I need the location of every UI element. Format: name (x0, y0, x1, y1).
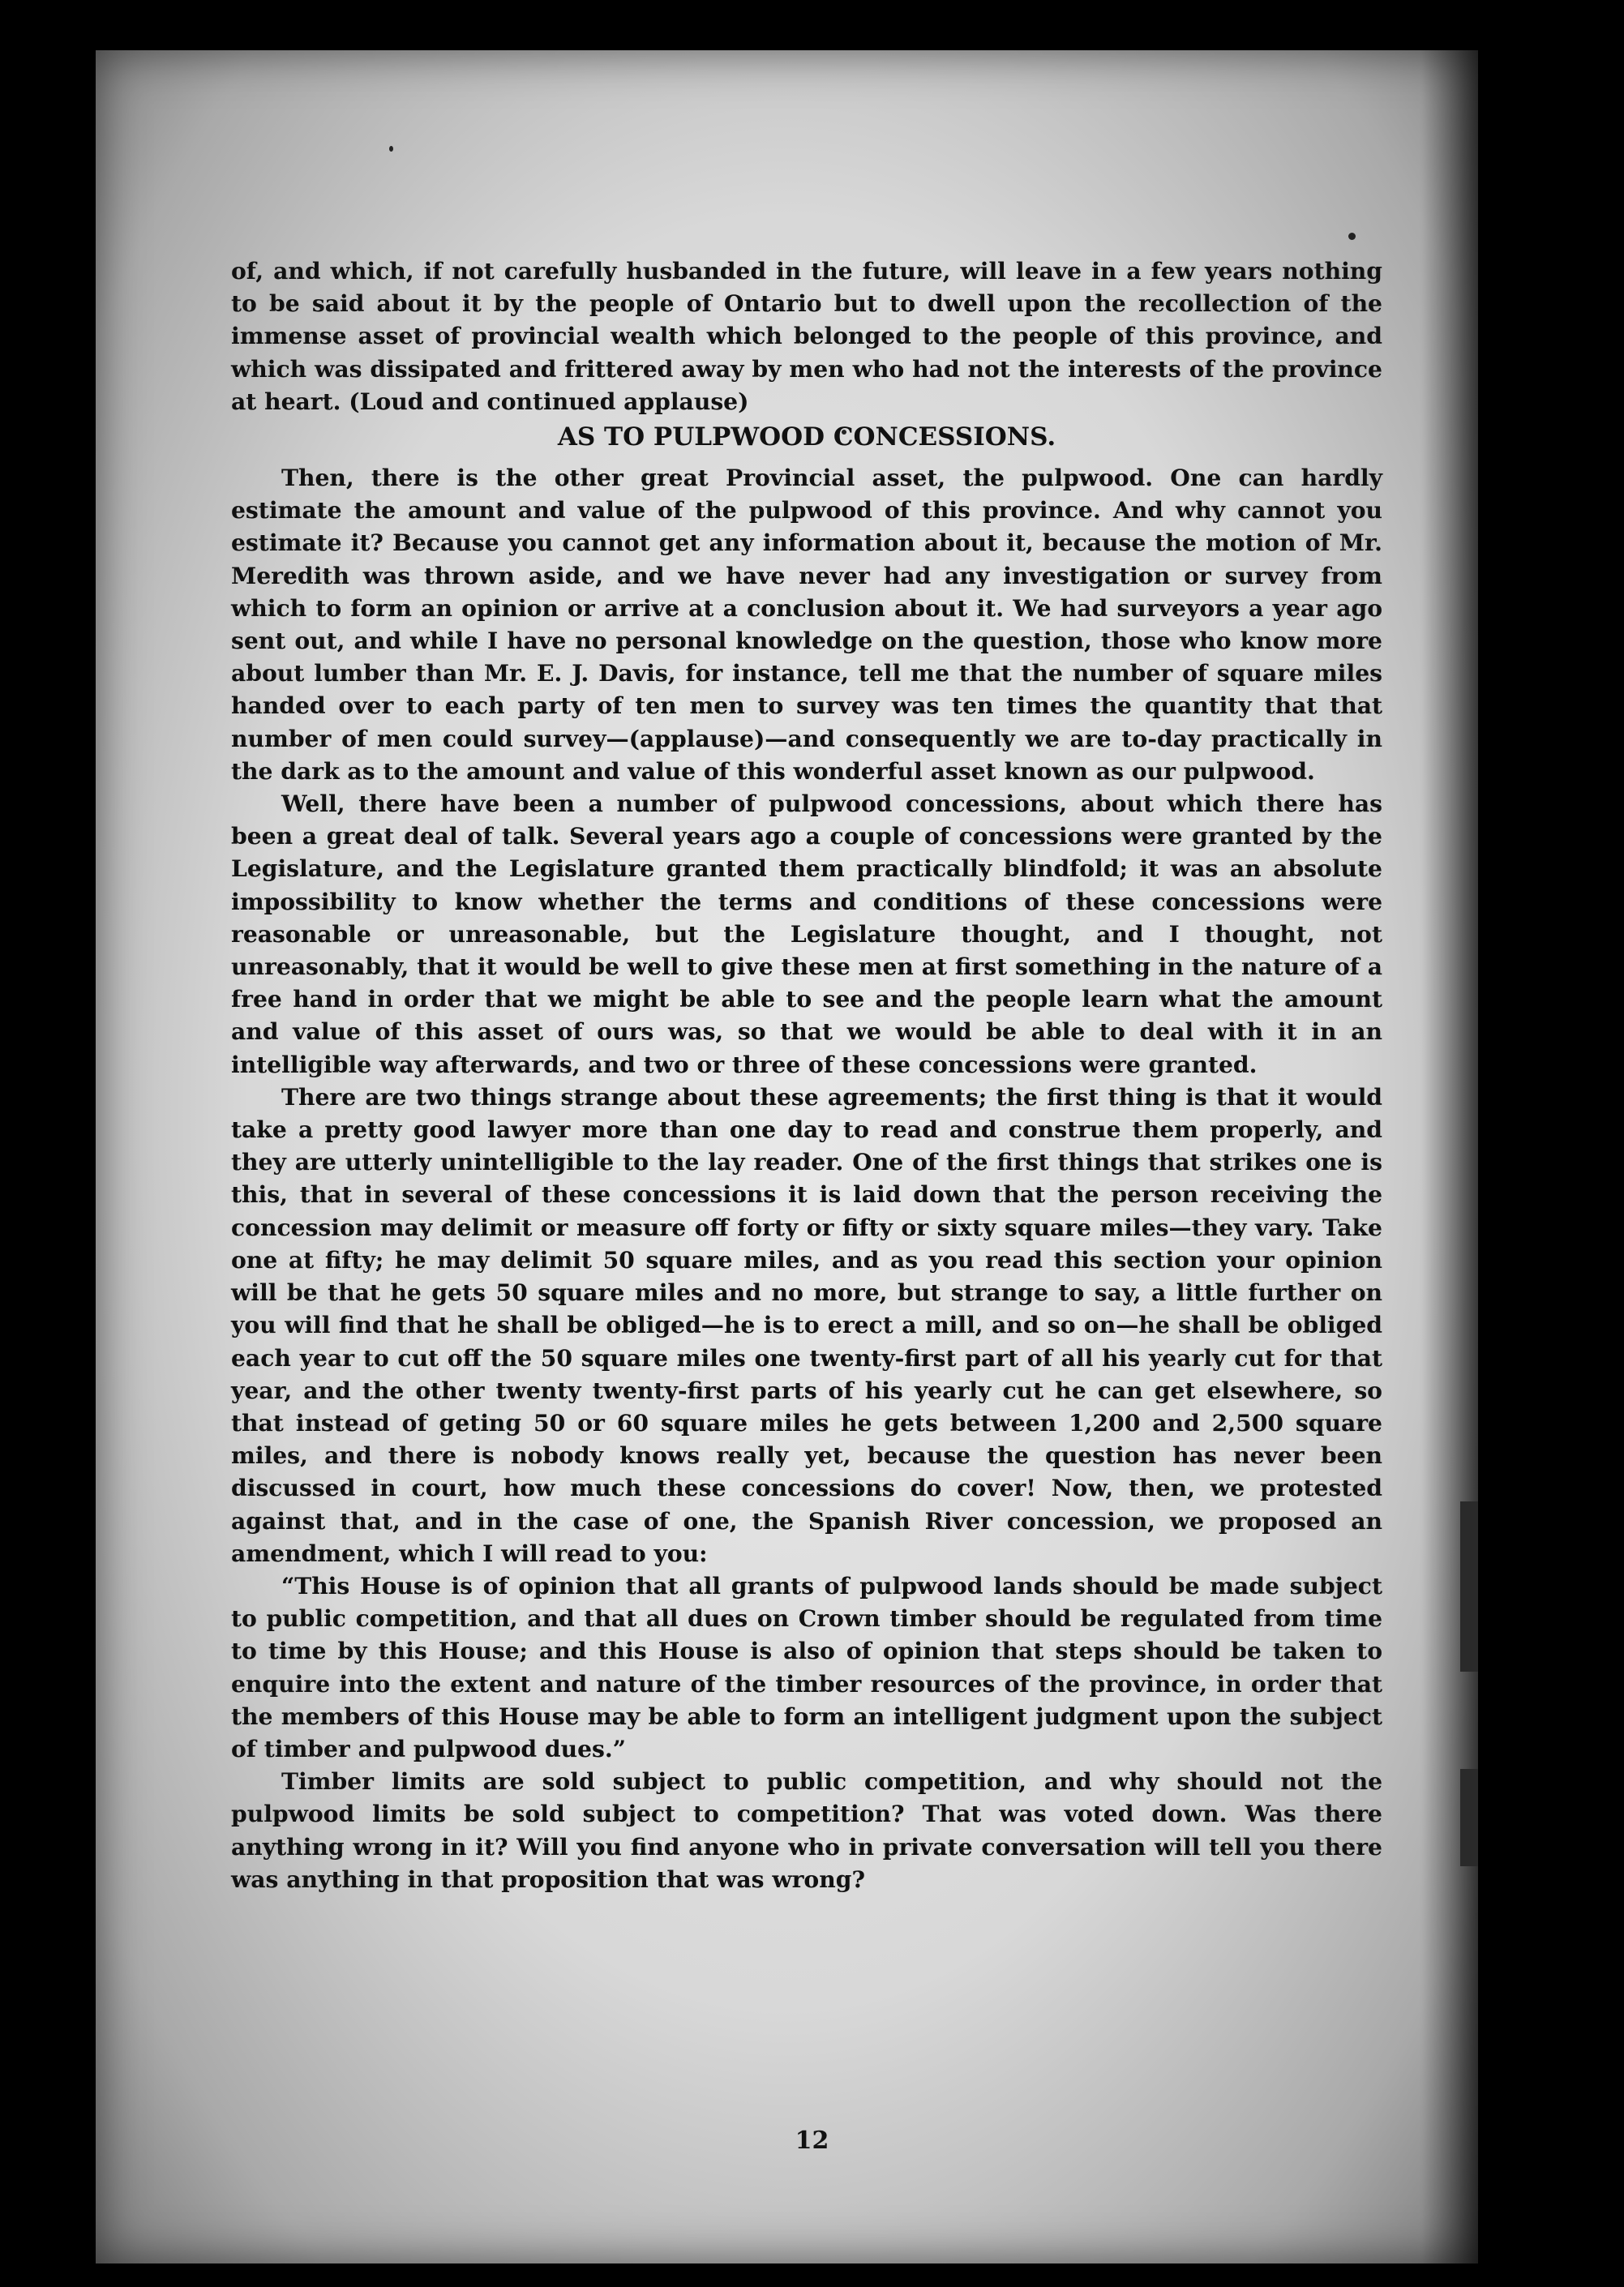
paragraph: Well, there have been a number of pulpwood concessions, about which there has been a great deal of talk. Several years ago a couple of concessions were granted by the Legislature, and the Legislature granted them practically blindfold; it was an absolute impossibility to know whether the terms and conditions of these concessions were reasonable or unreasonable, but the Legislature thought, and I thought, not unreasonably, that it would be well to give these men at first something in the nature of a free hand in order that we might be able to see and the people learn what the amount and value of this asset of ours was, so that we would be able to deal with it in an intelligible way afterwards, and two or three of these concessions were granted. (231, 790, 1382, 1078)
closing-paragraph: Timber limits are sold subject to public competition, and why should not the pulpwood limits be sold subject to competition? That was voted down. Was there anything wrong in it? Will you find anyone who in private conversation will tell you there was anything in that proposition that was wrong? (231, 1768, 1382, 1893)
page-shadow-edge (1421, 50, 1478, 2263)
paragraph: There are two things strange about these agreements; the first thing is that it would take a pretty good lawyer more than one day to read and construe them properly, and they are utterly unintelligible to the lay reader. One of the first things that strikes one is this, that in several of these concessions it is laid down that the person receiving the concession may delimit or measure off forty or fifty or sixty square miles—they vary. Take one at fifty; he may delimit 50 square miles, and as you read this section your opinion will be that he gets 50 square miles and no more, but strange to say, a little further on you will find that he shall be obliged—he is to erect a mill, and so on—he shall be obliged each year to cut off the 50 square miles one twenty-first part of all his yearly cut for that year, and the other twenty twenty-first parts of his yearly cut he can get elsewhere, so that instead of geting 50 or 60 square miles he gets between 1,200 and 2,500 square miles, and there is nobody knows really yet, because the question has never been discussed in court, how much these concessions do cover! Now, then, we protested against that, and in the case of one, the Spanish River concession, we proposed an amendment, which I will read to you: (231, 1083, 1382, 1567)
section-heading: AS TO PULPWOOD CONCESSIONS. (557, 422, 1056, 452)
paragraph: Then, there is the other great Provincial asset, the pulpwood. One can hardly estimate the amount and value of the pulpwood of this province. And why cannot you estimate it? Because you cannot get any information about it, because the motion of Mr. Meredith was thrown aside, and we have never had any investigation or survey from which to form an opinion or arrive at a conclusion about it. We had surveyors a year ago sent out, and while I have no personal knowledge on the question, those who know more about lumber than Mr. E. J. Davis, for instance, tell me that the number of square miles handed over to each party of ten men to survey was ten times the quantity that that number of men could survey—(applause)—and consequently we are to-day practically in the dark as to the amount and value of this wonderful asset known as our pulpwood. (231, 465, 1382, 785)
body-text (231, 255, 1382, 1896)
page-number: 12 (795, 2126, 829, 2155)
quoted-amendment: “This House is of opinion that all grants of pulpwood lands should be made subject to public competition, and that all dues on Crown timber should be regulated from time to time by this House; and this House is also of opinion that steps should be taken to enquire into the extent and nature of the timber resources of the province, in order that the members of this House may be able to form an intelligent judgment upon the subject of timber and pulpwood dues.” (231, 1572, 1382, 1762)
ink-speck (1348, 233, 1356, 240)
binding-notch (1460, 1769, 1478, 1866)
ink-speck (389, 146, 393, 152)
binding-notch (1460, 1501, 1478, 1672)
opening-paragraph: of, and which, if not carefully husbanded in the future, will leave in a few years nothing to be said about it by the people of Ontario but to dwell upon the recollection of the immense asset of provincial wealth which belonged to the people of this province, and which was dissipated and frittered away by men who had not the interests of the province at heart. (Loud and continued applause) (231, 258, 1382, 415)
